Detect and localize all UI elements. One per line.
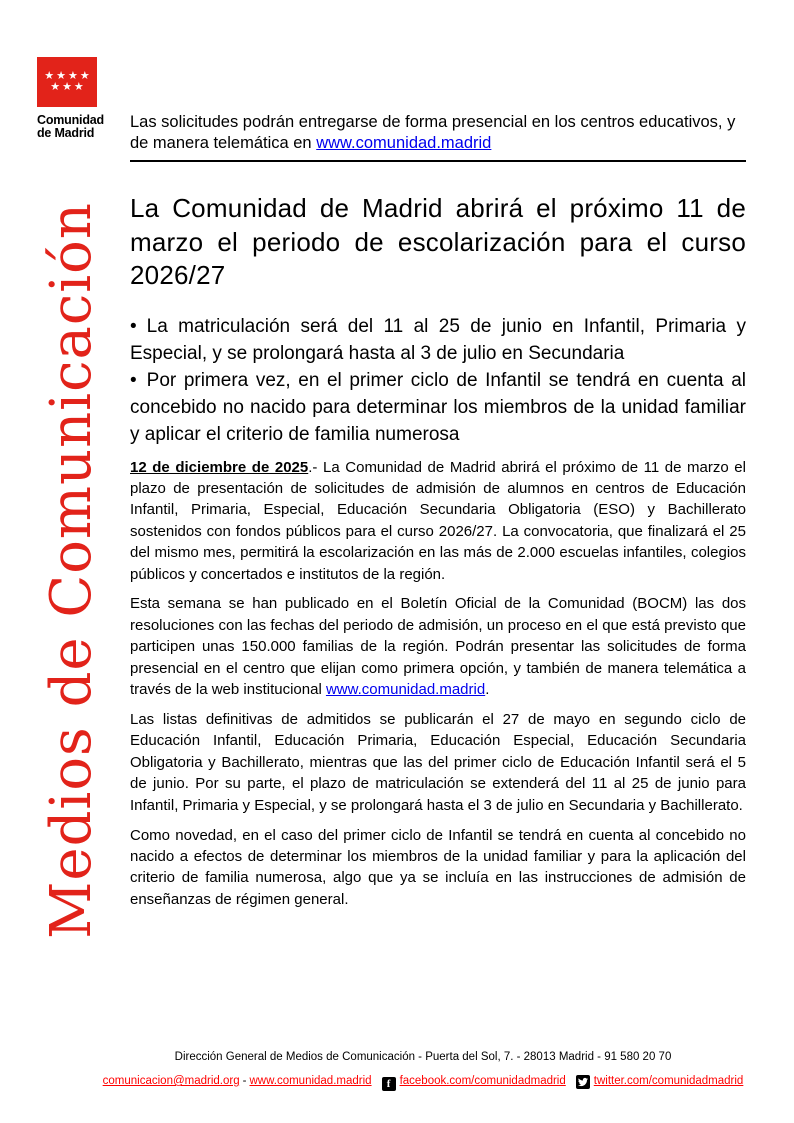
bullet-icon: • (130, 369, 137, 391)
dateline-separator: .- (308, 458, 323, 476)
intro-paragraph (130, 112, 746, 153)
madrid-flag-icon (37, 57, 97, 107)
paragraph-text: Esta semana se han publicado en el Boletín Oficial de la Comunidad (BOCM) las dos resoluciones con las fechas del periodo de admisión, un proceso en el que está previsto que participen unas 150.000 familias de la región. Podrán presentar las solicitudes de forma presencial en el centro que elijan como primera opción, y también de manera telemática a través de la web institucional (130, 595, 746, 699)
comunidad-madrid-logo (37, 57, 107, 140)
footer-separator: - (242, 1075, 247, 1087)
logo-wordmark (37, 114, 107, 140)
bullet-text: La matriculación será del 11 al 25 de junio en Infantil, Primaria y Especial, y se prolongará hasta al 3 de julio en Secundaria (130, 315, 746, 364)
paragraph: Las listas definitivas de admitidos se publicarán el 27 de mayo en segundo ciclo de Educación Infantil, Educación Primaria, Educación Especial, Educación Secundaria Obligatoria y Bachillerato, mientras que las del primer ciclo de Educación Infantil será el 5 de junio. Por su parte, el plazo de matriculación se extenderá del 11 al 25 de junio para Infantil, Primaria y Especial, y se prolongará hasta el 3 de julio en Secundaria y Bachillerato. (130, 710, 746, 814)
paragraph: Como novedad, en el caso del primer ciclo de Infantil se tendrá en cuenta al concebido no nacido a efectos de determinar los miembros de la unidad familiar y para la aplicación del criterio de familia numerosa, algo que ya se incluía en las instrucciones de admisión de enseñanzas de régimen general. (130, 826, 746, 908)
footer-links (96, 1074, 750, 1091)
footer-twitter-link[interactable]: twitter.com/comunidadmadrid (593, 1075, 744, 1087)
bullet-item (130, 367, 746, 448)
flag-stars-row2: ★★★ (50, 81, 86, 93)
paragraph (130, 593, 746, 700)
intro-text: Las solicitudes podrán entregarse de forma presencial en los centros educativos, y de manera telemática en (130, 113, 736, 152)
bullet-icon: • (130, 315, 137, 337)
footer-email-link[interactable]: comunicacion@madrid.org (102, 1075, 240, 1087)
page-footer (96, 1050, 750, 1091)
logo-wordmark-line2: de Madrid (37, 126, 95, 140)
document-content (130, 112, 746, 910)
footer-web-link[interactable]: www.comunidad.madrid (249, 1075, 372, 1087)
sidebar-vertical-title: Medios de Comunicación (39, 202, 104, 939)
facebook-icon: f (382, 1077, 396, 1091)
header-divider (130, 160, 746, 162)
body-link[interactable]: www.comunidad.madrid (325, 681, 486, 699)
paragraph-text: La Comunidad de Madrid abrirá el próximo de 11 de marzo el plazo de presentación de solicitudes de admisión de alumnos en centros de Educación Infantil, Primaria, Especial, Educación Secundaria Obligatoria (ESO) y Bachillerato sostenidos con fondos públicos para el curso 2026/27. La convocatoria, que finalizará el 25 del mismo mes, permitirá la escolarización en las más de 2.000 escuelas infantiles, colegios públicos y concertados e institutos de la región. (130, 458, 746, 583)
footer-address: Dirección General de Medios de Comunicación - Puerta del Sol, 7. - 28013 Madrid - 91 580 20 70 (174, 1051, 672, 1063)
bullet-text: Por primera vez, en el primer ciclo de Infantil se tendrá en cuenta al concebido no nacido para determinar los miembros de la unidad familiar y aplicar el criterio de familia numerosa (130, 369, 746, 445)
intro-link[interactable]: www.comunidad.madrid (316, 133, 492, 152)
article-title: La Comunidad de Madrid abrirá el próximo 11 de marzo el periodo de escolarización para el curso 2026/27 (130, 193, 746, 290)
bullet-item (130, 313, 746, 367)
flag-stars-row1: ★★★★ (44, 70, 92, 82)
dateline: 12 de diciembre de 2025 (130, 458, 309, 476)
twitter-icon (576, 1075, 590, 1089)
paragraph-dateline (130, 457, 746, 585)
paragraph-text-after-link: . (485, 681, 490, 699)
logo-wordmark-line1: Comunidad (37, 113, 104, 127)
footer-facebook-link[interactable]: facebook.com/comunidadmadrid (399, 1075, 566, 1087)
